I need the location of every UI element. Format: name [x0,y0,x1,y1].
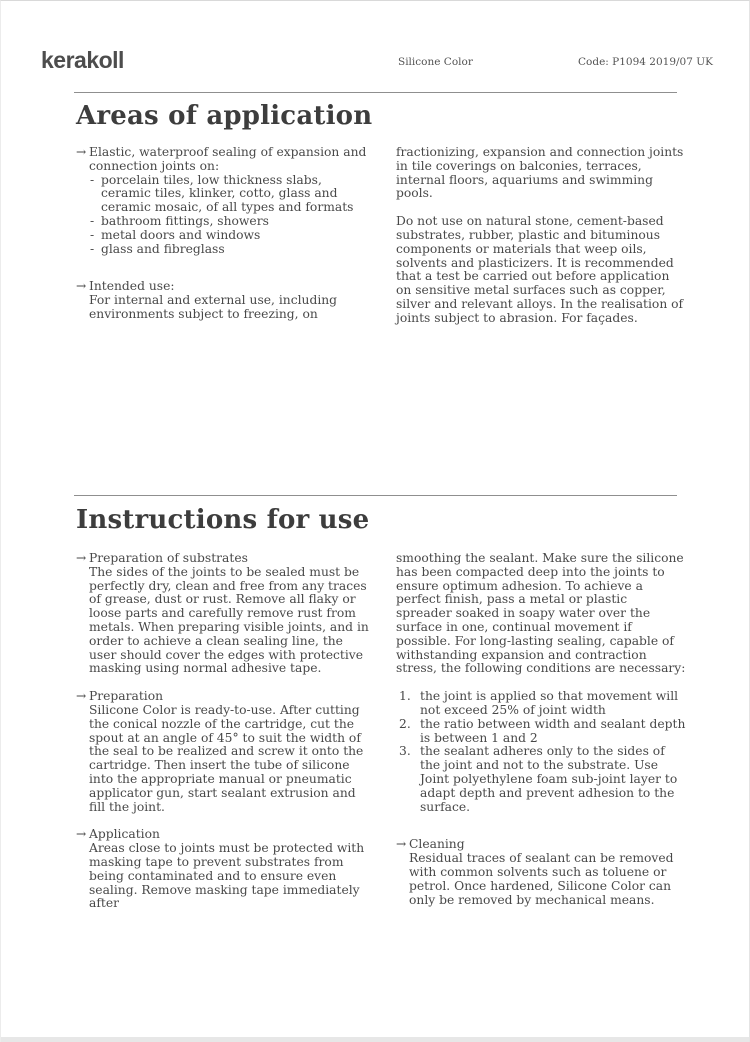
list-item [76,146,372,256]
paragraph: Do not use on natural stone, cement-based substrates, rubber, plastic and bituminous components or materials that weep oils, solvents and plasticizers. It is recommended that a test be carried out before application on sensitive metal surfaces such as copper, silver and relevant alloys. In the realisation of joints subject to abrasion. For façades. [396,214,684,325]
item-number: 3. [399,744,411,759]
list-item [396,838,686,907]
areas-left-column [76,146,372,322]
sub-list-item [89,243,372,257]
list-item [76,828,372,911]
kerakoll-logo: kerakoll [41,47,124,73]
arrow-bullet-icon: → [76,689,87,704]
list-item-heading: Cleaning [409,837,465,852]
dash-bullet-icon: - [90,213,95,228]
sub-list-item-text: bathroom fittings, showers [101,213,269,228]
numbered-item-text: the joint is applied so that movement will not exceed 25% of joint width [420,689,679,717]
list-item-text: Elastic, waterproof sealing of expansion and connection joints on: [89,145,367,173]
item-number: 2. [399,716,411,731]
numbered-item-text: the ratio between width and sealant depth is between 1 and 2 [420,716,686,745]
list-item-heading: Application [89,827,160,842]
list-item [76,280,372,321]
section-title-areas: Areas of application [76,101,373,131]
list-item [76,552,372,676]
list-item-heading: Intended use: [89,279,175,294]
instructions-left-column [76,552,372,911]
arrow-bullet-icon: → [76,279,87,294]
section-divider-areas [74,92,677,93]
list-item-heading: Preparation of substrates [89,551,248,565]
sub-list-item [89,229,372,243]
arrow-bullet-icon: → [76,145,87,159]
sub-list-item-text: metal doors and windows [101,227,261,242]
section-divider-instructions [74,495,677,496]
instructions-right-column [396,552,686,907]
numbered-item [396,690,686,718]
dash-bullet-icon: - [90,241,95,256]
list-item-text: For internal and external use, including environments subject to freezing, on [89,293,338,321]
list-item-text: Residual traces of sealant can be removed with common solvents such as toluene or petrol. Once hardened, Silicone Color can only be removed by mechanical means. [409,851,674,907]
arrow-bullet-icon: → [396,837,407,852]
doc-code: Code: P1094 2019/07 UK [578,56,713,68]
sub-list-item [89,174,372,215]
dash-bullet-icon: - [90,172,95,187]
paragraph: fractionizing, expansion and connection joints in tile coverings on balconies, terraces, internal floors, aquariums and swimming pools. [396,145,684,201]
sub-list-item-text: porcelain tiles, low thickness slabs, ceramic tiles, klinker, cotto, glass and ceramic mosaic, of all types and formats [101,172,354,215]
arrow-bullet-icon: → [76,827,87,842]
dash-bullet-icon: - [90,227,95,242]
sub-list-item [89,215,372,229]
page-bottom-edge [1,1037,749,1042]
list-item [76,690,372,814]
item-number: 1. [399,689,411,704]
section-title-instructions: Instructions for use [76,505,370,535]
paragraph: smoothing the sealant. Make sure the silicone has been compacted deep into the joints to ensure optimum adhesion. To achieve a perfect finish, pass a metal or plastic spreader soaked in soapy water over the surface in one, continual movement if possible. For long-lasting sealing, capable of withstanding expansion and contraction stress, the following conditions are necessary: [396,551,686,676]
sub-list-item-text: glass and fibreglass [101,241,225,256]
numbered-item [396,745,686,814]
list-item-text: Areas close to joints must be protected with masking tape to prevent substrates from being contaminated and to ensure even sealing. Remove masking tape immediately after [89,841,365,911]
arrow-bullet-icon: → [76,551,87,565]
product-name: Silicone Color [398,56,473,68]
numbered-item [396,718,686,746]
list-item-text: Silicone Color is ready-to-use. After cutting the conical nozzle of the cartridge, cut the spout at an angle of 45° to suit the width of the seal to be realized and screw it onto the cartridge. Then insert the tube of silicone into the appropriate manual or pneumatic applicator gun, start sealant extrusion and fill the joint. [89,702,364,814]
areas-right-column [396,146,686,326]
numbered-item-text: the sealant adheres only to the sides of the joint and not to the substrate. Use Joint polyethylene foam sub-joint layer to adapt depth and prevent adhesion to the surface. [420,744,678,814]
list-item-heading: Preparation [89,689,164,704]
list-item-text: The sides of the joints to be sealed must be perfectly dry, clean and free from any traces of grease, dust or rust. Remove all flaky or loose parts and carefully remove rust from metals. When preparing visible joints, and in order to achieve a clean sealing line, the user should cover the edges with protective masking using normal adhesive tape. [89,564,369,676]
